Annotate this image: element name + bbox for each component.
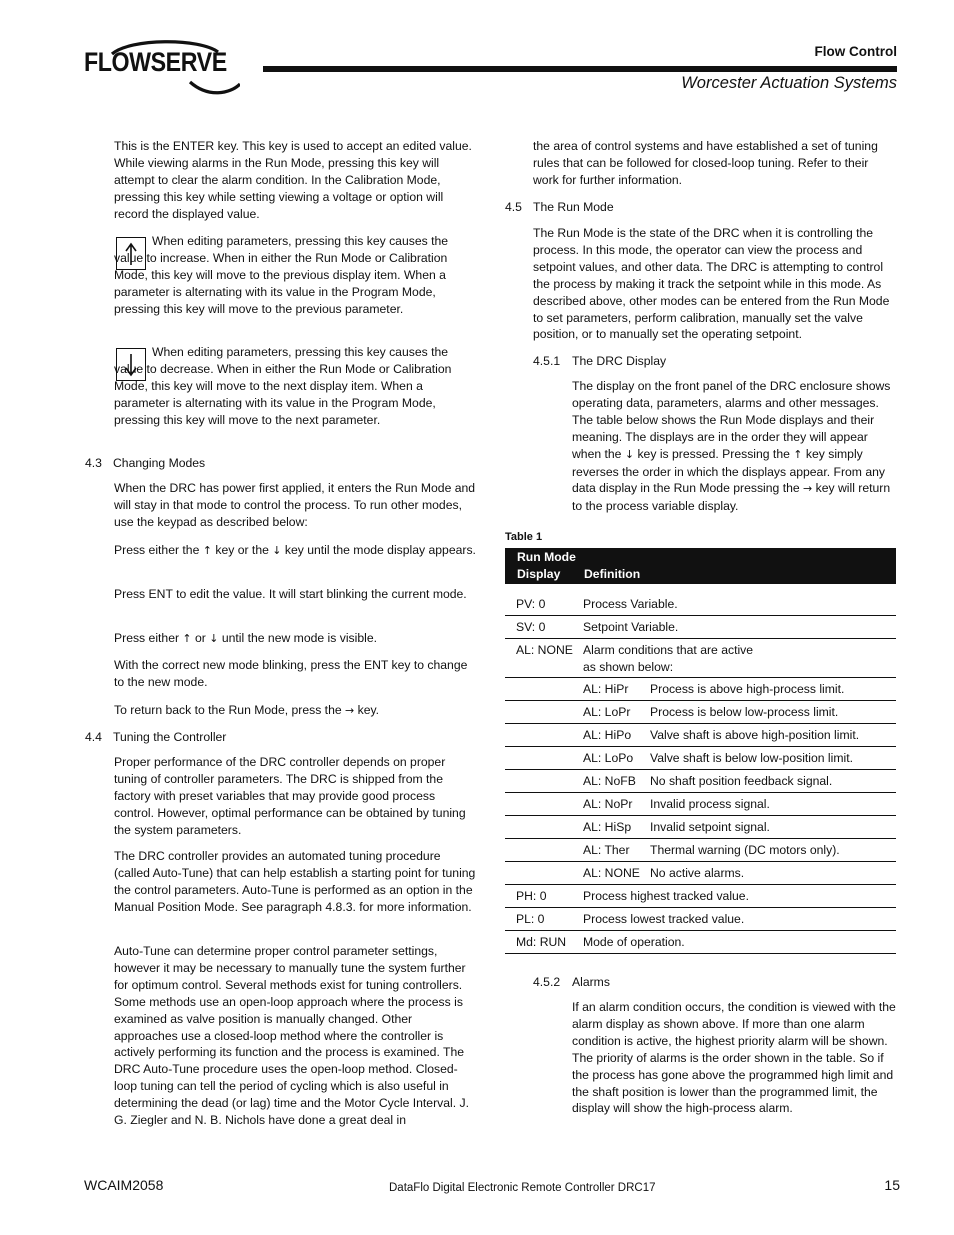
cell-display: SV: 0 (516, 620, 546, 634)
cell-alarm-description: Thermal warning (DC motors only). (650, 843, 840, 857)
table-row (505, 593, 896, 616)
section-number: 4.5.1 (533, 354, 561, 368)
cell-definition: Process Variable. (583, 597, 678, 611)
section-title: Alarms (572, 975, 610, 989)
cell-alarm-description: Valve shaft is above high-position limit. (650, 728, 860, 742)
right-arrow-icon: → (803, 482, 813, 496)
cell-display: Md: RUN (516, 935, 567, 949)
table-row (505, 770, 896, 793)
table-row (505, 678, 896, 701)
header-division: Flow Control (814, 44, 897, 59)
tuning-paragraph-1: Proper performance of the DRC controller depends on proper tuning of controller parameters. The DRC is shipped from the factory with preset variables that may provide good process control. However, optimal performance can be obtained by tuning the system parameters. (114, 755, 466, 837)
table-label: Table 1 (505, 531, 543, 543)
down-arrow-icon: ↓ (624, 447, 635, 461)
table-row (505, 639, 896, 678)
changing-modes-step-4: With the correct new mode blinking, press the ENT key to change to the new mode. (114, 658, 468, 689)
header-display-line-2: Display (517, 567, 561, 581)
enter-key-paragraph: This is the ENTER key. This key is used to accept an edited value. While viewing alarms in the Run Mode, pressing this key will attempt to clear the alarm condition. In the Calibration Mode, pressing this key while setting viewing a voltage or option will record the displayed value. (114, 139, 472, 221)
cell-definition: Alarm conditions that are active (583, 643, 754, 657)
up-arrow-icon: ↑ (182, 632, 192, 645)
header-display-line-1: Run Mode (517, 550, 576, 564)
up-key-paragraph: When editing parameters, pressing this key causes the value to increase. When in either the Run Mode or Calibration Mode, this key will move to the previous display item. When a parameter is alternating with its value in the Program Mode, pressing this key will move to the previous parameter. (114, 234, 449, 316)
cell-alarm-description: No active alarms. (650, 866, 745, 880)
section-4-5-1-heading (533, 353, 667, 370)
cell-definition: Process lowest tracked value. (583, 912, 745, 926)
changing-modes-step-1: Press either the ↑ key or the ↓ key until the mode display appears. (114, 543, 476, 557)
section-title: The Run Mode (533, 200, 614, 214)
run-mode-paragraph: The Run Mode is the state of the DRC when it is controlling the process. In this mode, the operator can view the process and setpoint values, and other data. The DRC is attempting to control the process by making it track the setpoint while in this mode. As described above, other modes can be entered from the Run Mode to set parameters, perform calibration, manually set the valve position, or to manually set the operating setpoint. (533, 226, 890, 342)
cell-alarm-code: AL: HiPr (583, 682, 629, 696)
section-title: The DRC Display (572, 354, 667, 368)
table-row (505, 908, 896, 931)
cell-display: AL: NONE (516, 643, 573, 657)
table-header (505, 548, 896, 584)
right-arrow-icon: → (345, 704, 355, 717)
cell-alarm-code: AL: LoPr (583, 705, 631, 719)
table-row (505, 931, 896, 954)
down-arrow-icon: ↓ (272, 544, 282, 557)
header-rule (263, 66, 897, 72)
cell-definition: Mode of operation. (583, 935, 685, 949)
table-row (505, 885, 896, 908)
changing-modes-step-2: Press ENT to edit the value. It will start blinking the current mode. (114, 587, 467, 601)
cell-alarm-code: AL: NONE (583, 866, 640, 880)
cell-alarm-description: Valve shaft is below low-position limit. (650, 751, 853, 765)
page-number: 15 (884, 1177, 900, 1193)
cell-alarm-code: AL: NoPr (583, 797, 633, 811)
section-4-4-heading (85, 729, 227, 746)
logo-wordmark: FLOWSERVE (84, 47, 227, 77)
table-row (505, 816, 896, 839)
document-title: DataFlo Digital Electronic Remote Controller DRC17 (389, 1182, 656, 1194)
section-4-3-heading (85, 455, 206, 472)
header-subtitle: Worcester Actuation Systems (681, 74, 897, 92)
run-mode-display-table (505, 548, 896, 954)
changing-modes-intro: When the DRC has power first applied, it enters the Run Mode and will stay in that mode to control the process. To run other modes, use the keypad as described below: (114, 481, 476, 529)
section-number: 4.4 (85, 730, 102, 744)
section-number: 4.5 (505, 200, 522, 214)
cell-display: PL: 0 (516, 912, 545, 926)
cell-definition: Setpoint Variable. (583, 620, 679, 634)
table-row (505, 862, 896, 885)
header-definition: Definition (584, 567, 641, 581)
section-number: 4.5.2 (533, 975, 561, 989)
tuning-paragraph-2: The DRC controller provides an automated tuning procedure (called Auto-Tune) that can help establish a starting point for tuning the control parameters. Auto-Tune is performed as an option in the Manual Position Mode. See paragraph 4.8.3. for more information. (114, 849, 476, 914)
section-4-5-2-heading (533, 974, 610, 991)
cell-display: PV: 0 (516, 597, 546, 611)
down-arrow-icon: ↓ (209, 632, 219, 645)
cell-alarm-code: AL: Ther (583, 843, 630, 857)
cell-alarm-description: No shaft position feedback signal. (650, 774, 833, 788)
cell-alarm-description: Invalid process signal. (650, 797, 770, 811)
cell-display: PH: 0 (516, 889, 547, 903)
table-row (505, 793, 896, 816)
table-row (505, 747, 896, 770)
cell-alarm-code: AL: NoFB (583, 774, 636, 788)
section-number: 4.3 (85, 456, 102, 470)
table-row (505, 724, 896, 747)
cell-alarm-code: AL: HiSp (583, 820, 632, 834)
tuning-continued-paragraph: the area of control systems and have established a set of tuning rules that can be followed for closed-loop tuning. Refer to their work for further information. (533, 139, 878, 187)
cell-alarm-description: Process is above high-process limit. (650, 682, 845, 696)
up-arrow-icon: ↑ (202, 544, 212, 557)
changing-modes-step-5: To return back to the Run Mode, press the → key. (114, 703, 380, 717)
tuning-paragraph-3: Auto-Tune can determine proper control parameter settings, however it may be necessary to manually tune the system further for optimum control. Several methods exist for tuning controllers. Some methods use an open-loop approach where the process is examined as valve position is manually changed. Other approaches use a closed-loop method where the controller is actively performing its function and the process is examined. The DRC Auto-Tune procedure uses the open-loop method. Closed-loop tuning can tell the period of cycling which is also useful in determining the dead (or lag) time and the Motor Cycle Interval. J. G. Ziegler and N. B. Nichols have done a great deal in (114, 944, 469, 1128)
cell-alarm-description: Process is below low-process limit. (650, 705, 839, 719)
cell-definition-cont: as shown below: (583, 660, 674, 674)
drc-display-paragraph: The display on the front panel of the DRC enclosure shows operating data, parameters, alarms and other messages. The table below shows the Run Mode displays and their meaning. The displays are in the order they will appear when the ↓ key is pressed. Pressing the ↑ key simply reverses the order in which the displays appear. From any data display in the Run Mode pressing the → key will return to the process variable display. (572, 379, 891, 514)
section-title: Tuning the Controller (113, 730, 227, 744)
table-row (505, 839, 896, 862)
cell-alarm-description: Invalid setpoint signal. (650, 820, 770, 834)
down-key-paragraph: When editing parameters, pressing this key causes the value to decrease. When in either the Run Mode or Calibration Mode, this key will move to the next display item. When a parameter is alternating with its value in the Program Mode, pressing this key will move to the next parameter. (114, 345, 452, 427)
table-row (505, 616, 896, 639)
cell-alarm-code: AL: HiPo (583, 728, 632, 742)
changing-modes-step-3: Press either ↑ or ↓ until the new mode is visible. (114, 631, 377, 645)
up-arrow-icon: ↑ (793, 447, 803, 461)
document-code: WCAIM2058 (84, 1177, 164, 1193)
cell-definition: Process highest tracked value. (583, 889, 749, 903)
section-title: Changing Modes (113, 456, 206, 470)
section-4-5-heading (505, 199, 614, 216)
alarms-paragraph: If an alarm condition occurs, the condition is viewed with the alarm display as shown above. If more than one alarm condition is active, the highest priority alarm will be shown. The priority of alarms is the order shown in the table. So if the process has gone above the programmed high limit and the shaft position is lower than the programmed limit, the display will show the high-process alarm. (572, 1000, 896, 1116)
flowserve-logo (84, 40, 244, 98)
cell-alarm-code: AL: LoPo (583, 751, 634, 765)
table-row (505, 701, 896, 724)
